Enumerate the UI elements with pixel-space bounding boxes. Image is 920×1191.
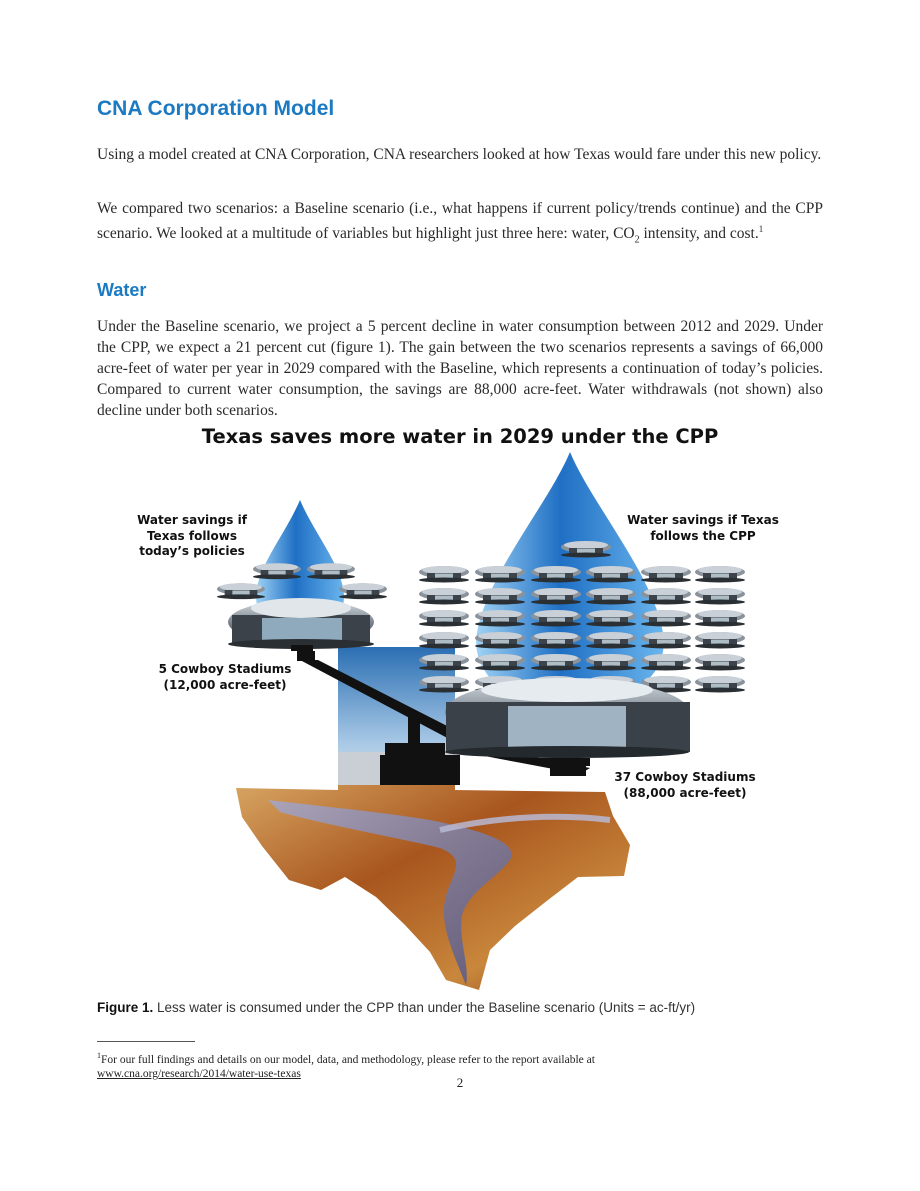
footnote-number: 1 [97, 1051, 101, 1060]
mini-stadium-icon [419, 566, 469, 583]
footnote-link[interactable]: www.cna.org/research/2014/water-use-texas [97, 1067, 301, 1080]
mini-stadium-icon [475, 610, 525, 627]
intro-paragraph-1: Using a model created at CNA Corporation, CNA researchers looked at how Texas would fare under this new policy. [97, 146, 822, 163]
page-number: 2 [456, 1075, 464, 1090]
mini-stadium-icon [475, 566, 525, 583]
mini-stadium-icon [531, 566, 581, 583]
mini-stadium-icon [695, 676, 745, 693]
mini-stadium-icon [475, 588, 525, 605]
stadium-right [445, 678, 690, 758]
co2-subscript: 2 [634, 234, 640, 246]
mini-stadium-icon [419, 676, 469, 693]
mini-stadium-icon [641, 632, 691, 649]
footnote-marker: 1 [758, 224, 764, 234]
right-count-label: 37 Cowboy Stadiums [614, 770, 756, 784]
left-savings-label: Water savings if Texas follows today’s policies [137, 513, 247, 558]
mini-stadium-icon [419, 588, 469, 605]
right-count-value: (88,000 acre-feet) [623, 785, 747, 800]
mini-stadium-icon [641, 654, 691, 671]
mini-stadium-icon [419, 654, 469, 671]
water-heading: Water [97, 280, 147, 300]
mini-stadium-icon [586, 632, 636, 649]
stadium-left [228, 598, 374, 649]
mini-stadium-icon [419, 610, 469, 627]
mini-stadium-icon [531, 588, 581, 605]
section-heading: CNA Corporation Model [97, 97, 335, 120]
mini-stadium-icon [586, 566, 636, 583]
mini-stadium-icon [695, 566, 745, 583]
mini-stadium-icon [475, 654, 525, 671]
mini-stadium-icon [641, 588, 691, 605]
right-savings-label: Water savings if Texas follows the CPP [627, 513, 779, 543]
mini-stadium-icon [695, 610, 745, 627]
left-count-label: 5 Cowboy Stadiums [158, 662, 292, 676]
mini-stadium-icon [475, 632, 525, 649]
mini-stadium-icon [531, 632, 581, 649]
right-count [610, 770, 760, 801]
figure-caption [97, 1000, 695, 1015]
mini-stadium-icon [695, 654, 745, 671]
mini-stadium-icon [586, 654, 636, 671]
caption-label: Figure 1. [97, 1000, 154, 1015]
left-count-value: (12,000 acre-feet) [163, 677, 287, 692]
mini-stadium-icon [641, 566, 691, 583]
mini-stadium-icon [695, 632, 745, 649]
water-paragraph: Under the Baseline scenario, we project a 5 percent decline in water consumption between 2012 and 2029. Under the CPP, we expect a 21 percent cut (figure 1). The gain between the two scenarios represents a savings of 66,000 acre-feet of water per year in 2029 compared with the Baseline, which represents a continuation of today’s policies. Compared to current water consumption, the savings are 88,000 acre-feet. Water withdrawals (not shown) also decline under both scenarios. [97, 318, 823, 419]
left-count [150, 662, 300, 693]
mini-stadium-icon [531, 654, 581, 671]
intro-paragraph-2-tail: intensity, and cost. [639, 225, 759, 243]
mini-stadium-icon [641, 610, 691, 627]
intro-paragraph-2-text: We compared two scenarios: a Baseline scenario (i.e., what happens if current policy/trends continue) and the CPP scenario. We looked at a multitude of variables but highlight just three here: water, CO [97, 200, 823, 243]
mini-stadium-icon [695, 588, 745, 605]
mini-stadium-icon [586, 588, 636, 605]
footnote-text: For our full findings and details on our model, data, and methodology, please refer to the report available at [101, 1053, 595, 1066]
mini-stadium-icon [419, 632, 469, 649]
mini-stadium-icon [531, 610, 581, 627]
figure-title: Texas saves more water in 2029 under the CPP [201, 425, 719, 448]
caption-text: Less water is consumed under the CPP than under the Baseline scenario (Units = ac-ft/yr) [153, 1000, 696, 1015]
footnote-rule [97, 1041, 195, 1042]
mini-stadium-icon [586, 610, 636, 627]
